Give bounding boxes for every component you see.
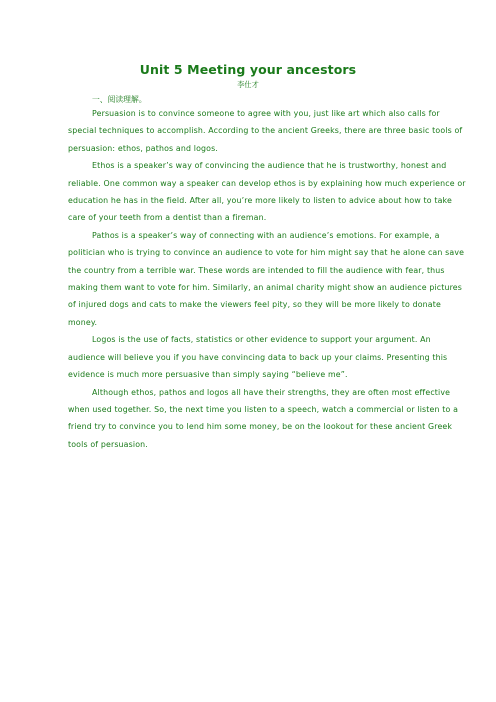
paragraph-1: Persuasion is to convince someone to agree with you, just like art which also calls for special techniques to accomplish. According to the ancient Greeks, there are three basic tools of persuasion: ethos, pathos and logos. <box>68 109 463 153</box>
author-name: 李仕才 <box>237 80 259 89</box>
document-title: Unit 5 Meeting your ancestors <box>139 62 357 77</box>
paragraph-3: Pathos is a speaker’s way of connecting with an audience’s emotions. For example, a politician who is trying to convince an audience to vote for him might say that he alone can save the country from a terrible war. These words are intended to fill the audience with fear, thus making them want to vote for him. Similarly, an animal charity might show an audience pictures of injured dogs and cats to make the viewers feel pity, so they will be more likely to donate money. <box>68 230 465 327</box>
paragraph-4: Logos is the use of facts, statistics or other evidence to support your argument. An audience will believe you if you have convincing data to back up your claims. Presenting this evidence is much more persuasive than simply saying “believe me”. <box>68 335 448 380</box>
reading-passage <box>68 105 470 453</box>
paragraph-5: Although ethos, pathos and logos all have their strengths, they are often most effective when used together. So, the next time you listen to a speech, watch a commercial or listen to a friend try to convince you to lend him some money, be on the lookout for these ancient Greek tools of persuasion. <box>68 387 459 449</box>
section-heading: 一、阅读理解。 <box>92 95 147 104</box>
paragraph-2: Ethos is a speaker’s way of convincing the audience that he is trustworthy, honest and reliable. One common way a speaker can develop ethos is by explaining how much experience or education he has in the field. After all, you’re more likely to listen to advice about how to take care of your teeth from a dentist than a fireman. <box>68 161 466 223</box>
